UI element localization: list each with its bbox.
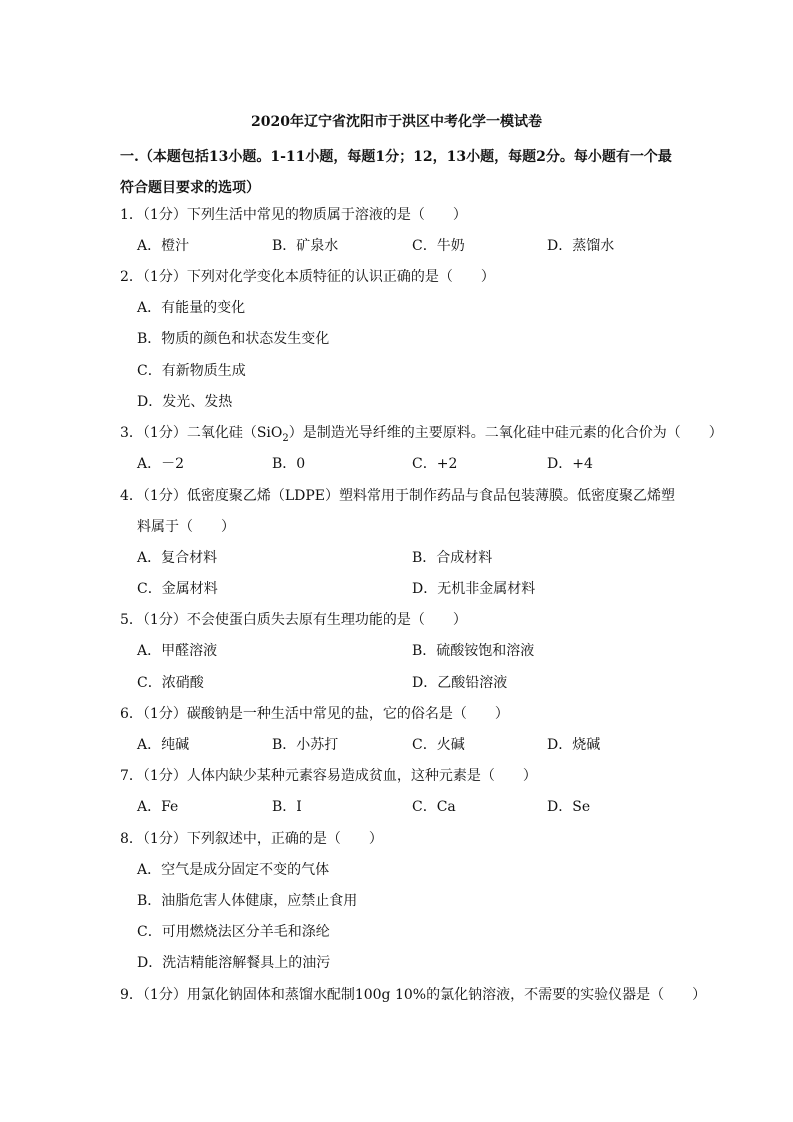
question-4-options-row-1 xyxy=(137,548,697,568)
question-5-options-row-2 xyxy=(137,673,697,693)
option-d: D．乙酸铅溶液 xyxy=(412,675,508,691)
question-4-stem-line-2: 料属于（ ） xyxy=(137,519,235,535)
option-a: A．橙汁 xyxy=(137,238,190,254)
option-d: D．无机非金属材料 xyxy=(412,581,536,597)
option-b: B．合成材料 xyxy=(412,550,493,566)
option-c: C．金属材料 xyxy=(137,581,218,597)
option-b: B．0 xyxy=(272,456,306,472)
question-8-stem: 8．（1分）下列叙述中，正确的是（ ） xyxy=(120,831,383,847)
question-3-subscript: 2 xyxy=(282,432,289,444)
section-header: 一.（本题包括13小题。1-11小题，每题1分；12，13小题，每题2分。每小题有一个最符合题目要求的选项） xyxy=(120,149,672,196)
question-8-option-d: D．洗洁精能溶解餐具上的油污 xyxy=(137,955,331,971)
option-a: A．纯碱 xyxy=(137,737,190,753)
question-5-stem: 5．（1分）不会使蛋白质失去原有生理功能的是（ ） xyxy=(120,612,467,628)
option-a: A．甲醛溶液 xyxy=(137,643,218,659)
option-d: D．蒸馏水 xyxy=(547,238,615,254)
option-c: C．牛奶 xyxy=(412,238,465,254)
question-2-stem: 2．（1分）下列对化学变化本质特征的认识正确的是（ ） xyxy=(120,269,495,285)
option-b: B．小苏打 xyxy=(272,737,339,753)
option-b: B．硫酸铵饱和溶液 xyxy=(412,643,535,659)
question-3-stem-post: ）是制造光导纤维的主要原料。二氧化硅中硅元素的化合价为（ ） xyxy=(288,425,723,441)
option-c: C．Ca xyxy=(412,799,456,815)
question-9-stem: 9．（1分）用氯化钠固体和蒸馏水配制100g 10%的氯化钠溶液，不需要的实验仪器是（ ） xyxy=(120,987,707,1003)
question-8-option-c: C．可用燃烧法区分羊毛和涤纶 xyxy=(137,924,330,940)
question-3-stem xyxy=(120,423,723,443)
question-6-stem: 6．（1分）碳酸钠是一种生活中常见的盐，它的俗名是（ ） xyxy=(120,706,509,722)
question-4-options-row-2 xyxy=(137,579,697,599)
question-2-option-d: D．发光、发热 xyxy=(137,394,233,410)
option-a: A．复合材料 xyxy=(137,550,218,566)
option-b: B．矿泉水 xyxy=(272,238,339,254)
option-d: D．烧碱 xyxy=(547,737,601,753)
option-a: A．Fe xyxy=(137,799,179,815)
question-5-options-row-1 xyxy=(137,641,697,661)
question-1-stem: 1．（1分）下列生活中常见的物质属于溶液的是（ ） xyxy=(120,207,467,223)
exam-title: 2020年辽宁省沈阳市于洪区中考化学一模试卷 xyxy=(251,114,542,130)
question-8-option-a: A．空气是成分固定不变的气体 xyxy=(137,862,330,878)
option-c: C．火碱 xyxy=(412,737,465,753)
question-2-option-c: C．有新物质生成 xyxy=(137,363,246,379)
option-a: A．－2 xyxy=(137,456,185,472)
question-2-option-a: A．有能量的变化 xyxy=(137,300,246,316)
question-2-option-b: B．物质的颜色和状态发生变化 xyxy=(137,331,330,347)
question-3-options xyxy=(137,454,697,474)
question-8-option-b: B．油脂危害人体健康，应禁止食用 xyxy=(137,893,358,909)
option-d: D．+4 xyxy=(547,456,593,472)
question-4-stem-line-1: 4．（1分）低密度聚乙烯（LDPE）塑料常用于制作药品与食品包装薄膜。低密度聚乙烯塑 xyxy=(120,488,675,504)
question-1-options xyxy=(137,236,697,256)
question-3-stem-pre: 3．（1分）二氧化硅（SiO xyxy=(120,425,283,441)
option-b: B．I xyxy=(272,799,302,815)
question-6-options xyxy=(137,735,697,755)
option-c: C．浓硝酸 xyxy=(137,675,204,691)
option-d: D．Se xyxy=(547,799,591,815)
question-7-stem: 7．（1分）人体内缺少某种元素容易造成贫血，这种元素是（ ） xyxy=(120,768,537,784)
option-c: C．+2 xyxy=(412,456,458,472)
question-7-options xyxy=(137,797,697,817)
